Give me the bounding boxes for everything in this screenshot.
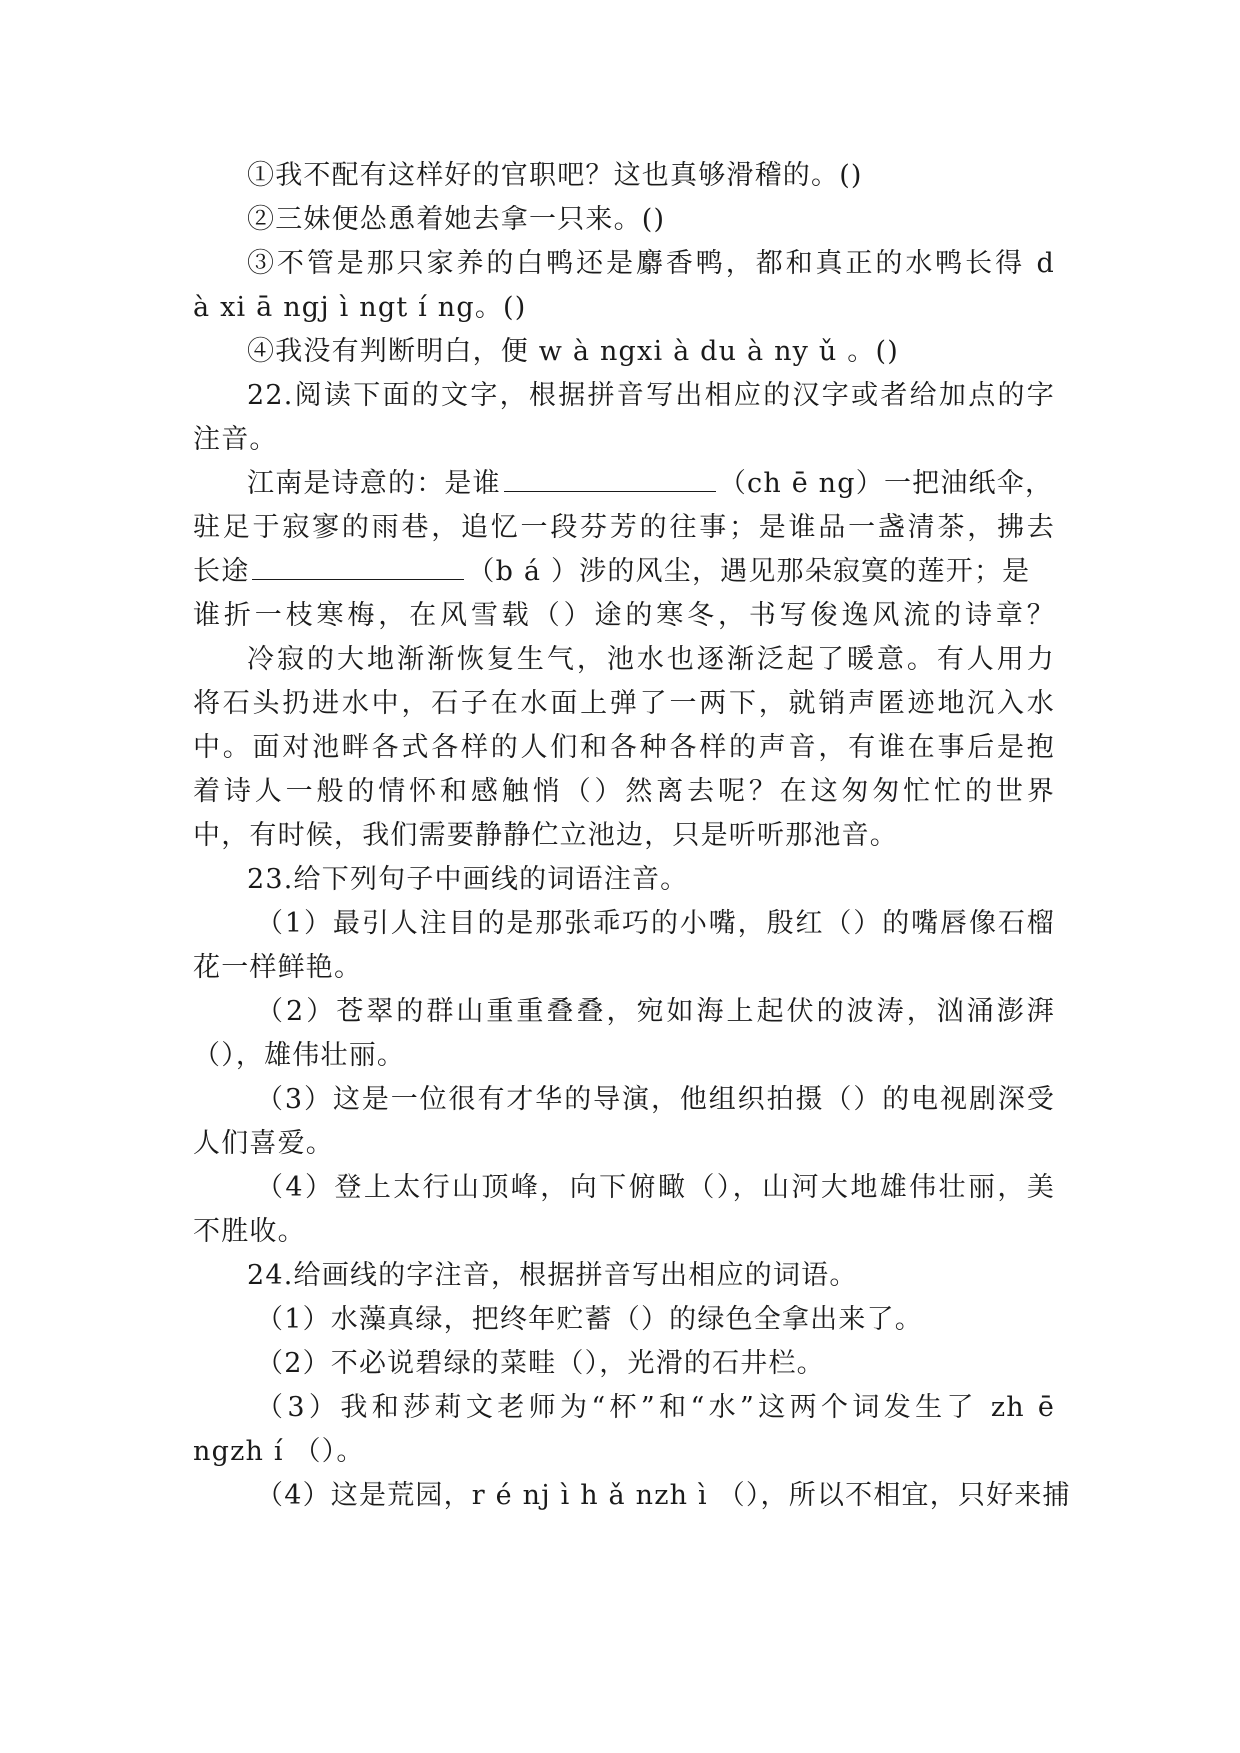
q23-item-2-line-2: （），雄伟壮丽。 (193, 1040, 406, 1071)
q23-item-4-line-2: 不胜收。 (193, 1216, 306, 1247)
q23-item-3-line-2: 人们喜爱。 (193, 1128, 334, 1159)
q22-passage-2-line-4: 着诗人一般的情怀和感触悄（）然离去呢？在这匆匆忙忙的世界 (193, 776, 1055, 807)
q24-item-1: （1）水藻真绿，把终年贮蓄（）的绿色全拿出来了。 (256, 1304, 923, 1335)
q23-item-1-line-2: 花一样鲜艳。 (193, 952, 363, 983)
q21-sentence-3-line-2: à xi ā ngj ì ngt í ng。() (193, 292, 527, 323)
q24-item-3-line-2: ngzh í （）。 (193, 1436, 365, 1467)
q23-item-1-line-1: （1）最引人注目的是那张乖巧的小嘴，殷红（）的嘴唇像石榴 (256, 908, 1055, 939)
q21-sentence-2: ②三妹便怂恿着她去拿一只来。() (247, 204, 666, 235)
q22-passage-1-line-2: 驻足于寂寥的雨巷，追忆一段芬芳的往事；是谁品一盏清茶，拂去 (193, 512, 1055, 543)
q22-passage-2-line-1: 冷寂的大地渐渐恢复生气，池水也逐渐泛起了暖意。有人用力 (247, 644, 1055, 675)
q22-title-line-2: 注音。 (193, 424, 278, 455)
q22-text-segment: （b á ）涉的风尘，遇见那朵寂寞的莲开；是 (467, 556, 1031, 587)
q22-title-line-1: 22.阅读下面的文字，根据拼音写出相应的汉字或者给加点的字 (247, 380, 1055, 411)
q22-passage-2-line-2: 将石头扔进水中，石子在水面上弹了一两下，就销声匿迹地沉入水 (193, 688, 1055, 719)
q22-text-segment: （ch ē ng）一把油纸伞， (718, 468, 1054, 499)
q22-passage-2-line-3: 中。面对池畔各式各样的人们和各种各样的声音，有谁在事后是抱 (193, 732, 1055, 763)
q24-title: 24.给画线的字注音，根据拼音写出相应的词语。 (247, 1260, 858, 1291)
q22-text-segment: 江南是诗意的：是谁 (247, 468, 501, 499)
q23-item-2-line-1: （2）苍翠的群山重重叠叠，宛如海上起伏的波涛，汹涌澎湃 (256, 996, 1055, 1027)
q22-passage-1-line-3 (193, 550, 1055, 594)
q23-item-4-line-1: （4）登上太行山顶峰，向下俯瞰（），山河大地雄伟壮丽，美 (256, 1172, 1055, 1203)
q23-title: 23.给下列句子中画线的词语注音。 (247, 864, 689, 895)
q22-passage-1-line-4: 谁折一枝寒梅，在风雪载（）途的寒冬，书写俊逸风流的诗章？ (193, 600, 1055, 631)
q24-item-4: （4）这是荒园，r é nj ì h ǎ nzh ì （），所以不相宜，只好来捕 (256, 1480, 1071, 1511)
q24-item-2: （2）不必说碧绿的菜畦（），光滑的石井栏。 (256, 1348, 825, 1379)
q22-passage-2-line-5: 中，有时候，我们需要静静伫立池边，只是听听那池音。 (193, 820, 898, 851)
q21-sentence-3-line-1: ③不管是那只家养的白鸭还是麝香鸭，都和真正的水鸭长得 d (247, 248, 1055, 279)
q23-item-3-line-1: （3）这是一位很有才华的导演，他组织拍摄（）的电视剧深受 (256, 1084, 1055, 1115)
q21-sentence-1: ①我不配有这样好的官职吧？这也真够滑稽的。() (247, 160, 863, 191)
q22-text-segment: 长途 (193, 556, 250, 587)
document-page (193, 154, 1071, 1518)
q22-passage-1-line-1 (193, 462, 1055, 506)
answer-blank[interactable] (504, 467, 716, 492)
q21-sentence-4: ④我没有判断明白，便 w à ngxi à du à ny ǔ 。() (247, 336, 899, 367)
answer-blank[interactable] (252, 555, 464, 580)
q24-item-3-line-1: （3）我和莎莉文老师为“杯”和“水”这两个词发生了 zh ē (256, 1392, 1055, 1423)
